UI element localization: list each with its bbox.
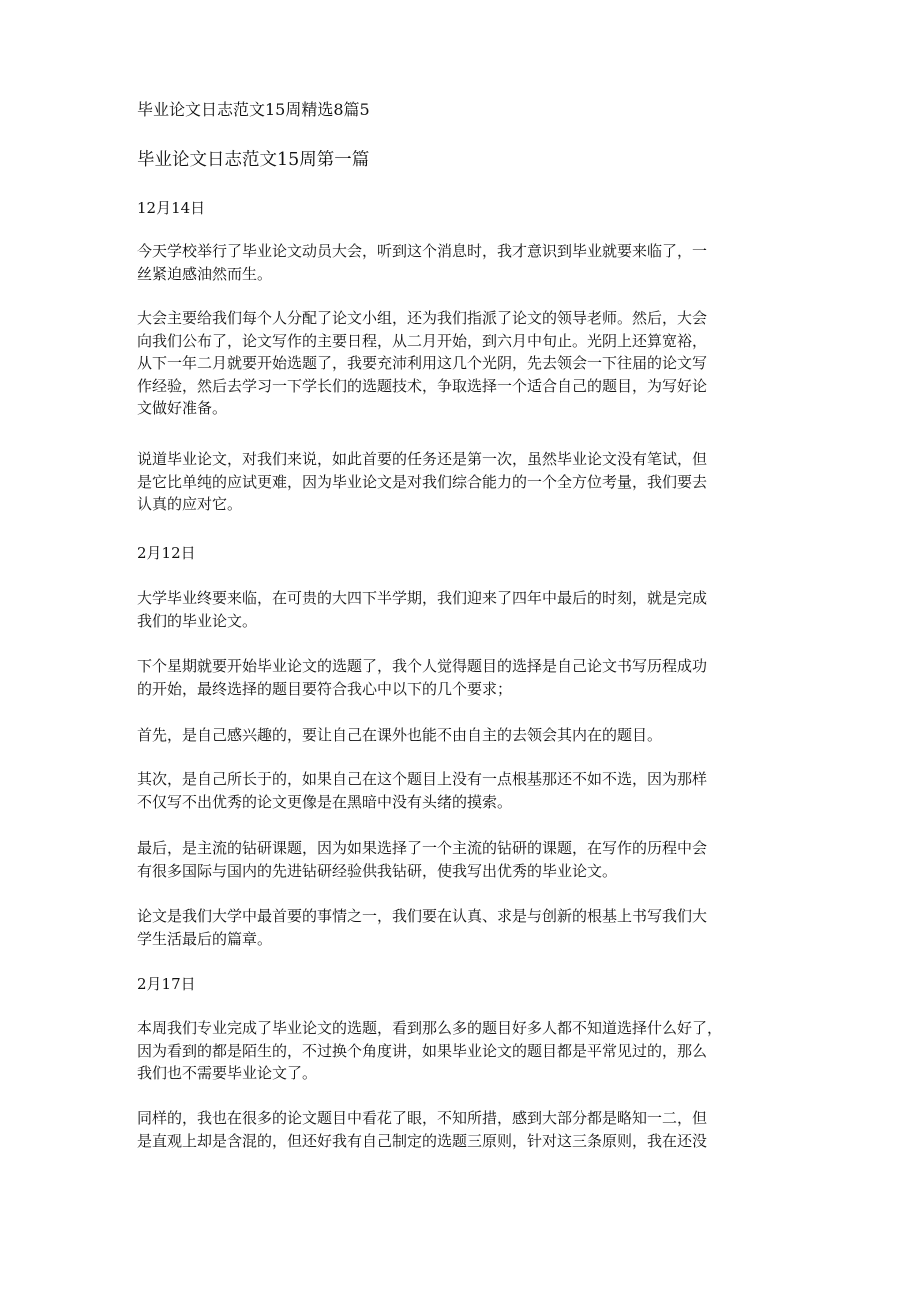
paragraph-line: 是它比单纯的应试更难，因为毕业论文是对我们综合能力的一个全方位考量，我们要去: [137, 472, 708, 491]
paragraph: [137, 768, 787, 813]
date-heading: 12月14日: [137, 199, 206, 217]
paragraph-line: 大会主要给我们每个人分配了论文小组，还为我们指派了论文的领导老师。然后，大会: [137, 309, 708, 327]
paragraph-line: 向我们公布了，论文写作的主要日程，从二月开始，到六月中旬止。光阴上还算宽裕，: [137, 331, 708, 350]
paragraph-line: 的开始，最终选择的题目要符合我心中以下的几个要求；: [137, 679, 513, 698]
paragraph-line: 有很多国际与国内的先进钻研经验供我钻研，使我写出优秀的毕业论文。: [137, 861, 618, 880]
paragraph-line: 首先，是自己感兴趣的，要让自己在课外也能不由自主的去领会其内在的题目。: [137, 726, 663, 744]
paragraph-line: 我们的毕业论文。: [137, 611, 258, 630]
paragraph-line: 从下一年二月就要开始选题了，我要充沛利用这几个光阴，先去领会一下往届的论文写: [137, 354, 708, 372]
paragraph-line: 大学毕业终要来临，在可贵的大四下半学期，我们迎来了四年中最后的时刻，就是完成: [137, 589, 708, 607]
paragraph: [137, 240, 787, 285]
paragraph-line: 下个星期就要开始毕业论文的选题了，我个人觉得题目的选择是自己论文书写历程成功: [137, 657, 708, 675]
paragraph-line: 丝紧迫感油然而生。: [137, 264, 273, 283]
section-heading: 毕业论文日志范文15周第一篇: [137, 150, 370, 170]
paragraph: [137, 1107, 787, 1152]
paragraph-line: 文做好准备。: [137, 399, 228, 417]
paragraph-line: 说道毕业论文，对我们来说，如此首要的任务还是第一次，虽然毕业论文没有笔试，但: [137, 450, 708, 468]
paragraph-line: 本周我们专业完成了毕业论文的选题，看到那么多的题目好多人都不知道选择什么好了，: [137, 1019, 723, 1037]
paragraph: [137, 448, 787, 516]
paragraph-line: 最后，是主流的钻研课题，因为如果选择了一个主流的钻研的课题，在写作的历程中会: [137, 839, 708, 857]
paragraph-line: 今天学校举行了毕业论文动员大会，听到这个消息时，我才意识到毕业就要来临了，一: [137, 242, 708, 260]
paragraph: [137, 307, 787, 420]
paragraph: [137, 837, 787, 882]
date-heading: 2月17日: [137, 975, 196, 993]
paragraph: [137, 905, 787, 950]
document-title: 毕业论文日志范文15周精选8篇5: [137, 100, 370, 119]
paragraph-line: 不仅写不出优秀的论文更像是在黑暗中没有头绪的摸索。: [137, 792, 513, 811]
paragraph-line: 论文是我们大学中最首要的事情之一，我们要在认真、求是与创新的根基上书写我们大: [137, 907, 708, 925]
paragraph-line: 我们也不需要毕业论文了。: [137, 1064, 318, 1082]
paragraph: [137, 587, 787, 632]
paragraph-line: 认真的应对它。: [137, 495, 243, 513]
paragraph: [137, 1017, 787, 1085]
paragraph-line: 是直观上却是含混的，但还好我有自己制定的选题三原则，针对这三条原则，我在还没: [137, 1131, 708, 1150]
paragraph-line: 作经验，然后去学习一下学长们的选题技术，争取选择一个适合自己的题目，为写好论: [137, 376, 708, 395]
date-heading: 2月12日: [137, 544, 196, 562]
paragraph-line: 其次，是自己所长于的，如果自己在这个题目上没有一点根基那还不如不选，因为那样: [137, 770, 708, 788]
paragraph: [137, 724, 787, 747]
paragraph-line: 因为看到的都是陌生的，不过换个角度讲，如果毕业论文的题目都是平常见过的，那么: [137, 1041, 708, 1060]
paragraph-line: 同样的，我也在很多的论文题目中看花了眼，不知所措，感到大部分都是略知一二，但: [137, 1109, 708, 1127]
paragraph-line: 学生活最后的篇章。: [137, 929, 273, 948]
paragraph: [137, 655, 787, 700]
